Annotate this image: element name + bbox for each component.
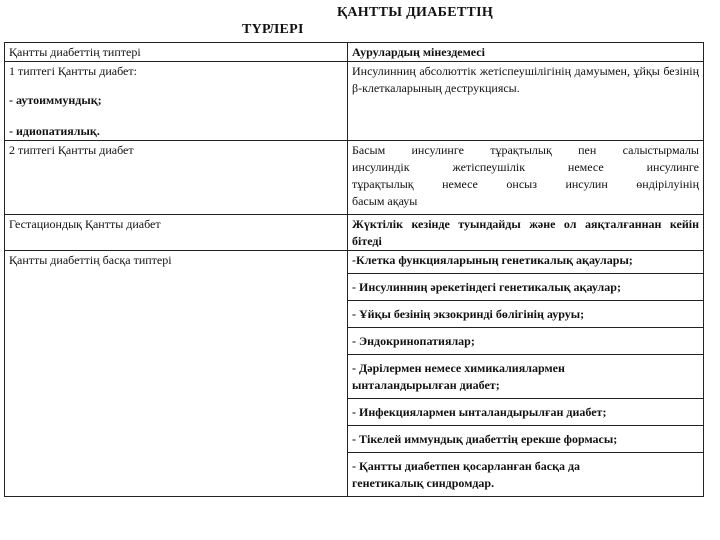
- gestational-desc-cell: [348, 215, 704, 251]
- other-item-cell: [348, 251, 704, 274]
- other-item-cell: [348, 274, 704, 301]
- type1-name: 1 типтегі Қантты диабет:: [9, 64, 137, 78]
- type1-cell: [5, 62, 348, 141]
- header-cell-characteristics: [348, 43, 704, 62]
- other-item-cell: [348, 301, 704, 328]
- other-item-genetic-syndromes: - Қантты диабетпен қосарланған басқа да генетикалық синдромдар.: [352, 459, 581, 490]
- page-title: [0, 4, 720, 38]
- type2-name: 2 типтегі Қантты диабет: [9, 143, 134, 157]
- other-item-cell: [348, 426, 704, 453]
- table-header-row: [5, 43, 704, 62]
- other-item-exocrine-pancreas: - Ұйқы безінің экзокринді бөлігінің ауруы;: [352, 307, 585, 321]
- gestational-cell: [5, 215, 348, 251]
- header-cell-types: [5, 43, 348, 62]
- gestational-description: Жүктілік кезінде туындайды және ол аяқталғаннан кейін бітеді: [352, 217, 699, 248]
- header-types-label: Қантты диабеттің типтері: [9, 45, 141, 59]
- other-item-cell: [348, 355, 704, 399]
- other-item-cell: [348, 399, 704, 426]
- other-item-genetic-cell-defects: -Клетка функцияларының генетикалық ақаулары;: [352, 253, 633, 267]
- other-item-drug-induced: - Дәрілермен немесе химикалиялармен ынталандырылған диабет;: [352, 361, 565, 392]
- type2-description-line-4: басым ақауы: [352, 194, 418, 208]
- title-line-1: ҚАНТТЫ ДИАБЕТТІҢ: [336, 5, 494, 20]
- other-types-cell: [5, 251, 348, 497]
- other-item-insulin-action-defects: - Инсулинниң әрекетіндегі генетикалық ақаулар;: [352, 280, 621, 294]
- type1-desc-cell: [348, 62, 704, 141]
- other-item-cell: [348, 453, 704, 497]
- type2-description-line-1: Басым инсулинге тұрақтылық пен салыстырмалы: [352, 143, 699, 157]
- other-types-name: Қантты диабеттің басқа типтері: [9, 253, 172, 267]
- type1-subtype-idiopathic: - идиопатиялық.: [9, 124, 100, 138]
- type1-subtype-autoimmune: - аутоиммундық;: [9, 93, 102, 107]
- table-row-other: [5, 251, 704, 274]
- header-characteristics-label: Аурулардың мінездемесі: [352, 45, 485, 59]
- diabetes-types-table: [4, 42, 704, 497]
- other-item-immune-mediated: - Тікелей иммундық диабеттің ерекше формасы;: [352, 432, 618, 446]
- type1-description: Инсулинниң абсолюттік жетіспеушілігінің дамуымен, ұйқы безінің β-клеткаларының деструкциясы.: [352, 64, 699, 95]
- type2-cell: [5, 141, 348, 215]
- other-item-infection-induced: - Инфекциялармен ынталандырылған диабет;: [352, 405, 607, 419]
- type2-description-line-2: инсулиндік жетіспеушілік немесе инсулинге: [352, 160, 699, 174]
- title-line-2: ТҮРЛЕРІ: [242, 22, 304, 37]
- type2-desc-cell: [348, 141, 704, 215]
- other-item-cell: [348, 328, 704, 355]
- table-row-gestational: [5, 215, 704, 251]
- table-row-type1: [5, 62, 704, 141]
- table-row-type2: [5, 141, 704, 215]
- type2-description-line-3: тұрақтылық немесе онсыз инсулин өндірілуінің: [352, 177, 699, 191]
- other-item-endocrinopathies: - Эндокринопатиялар;: [352, 334, 475, 348]
- gestational-name: Гестациондық Қантты диабет: [9, 217, 161, 231]
